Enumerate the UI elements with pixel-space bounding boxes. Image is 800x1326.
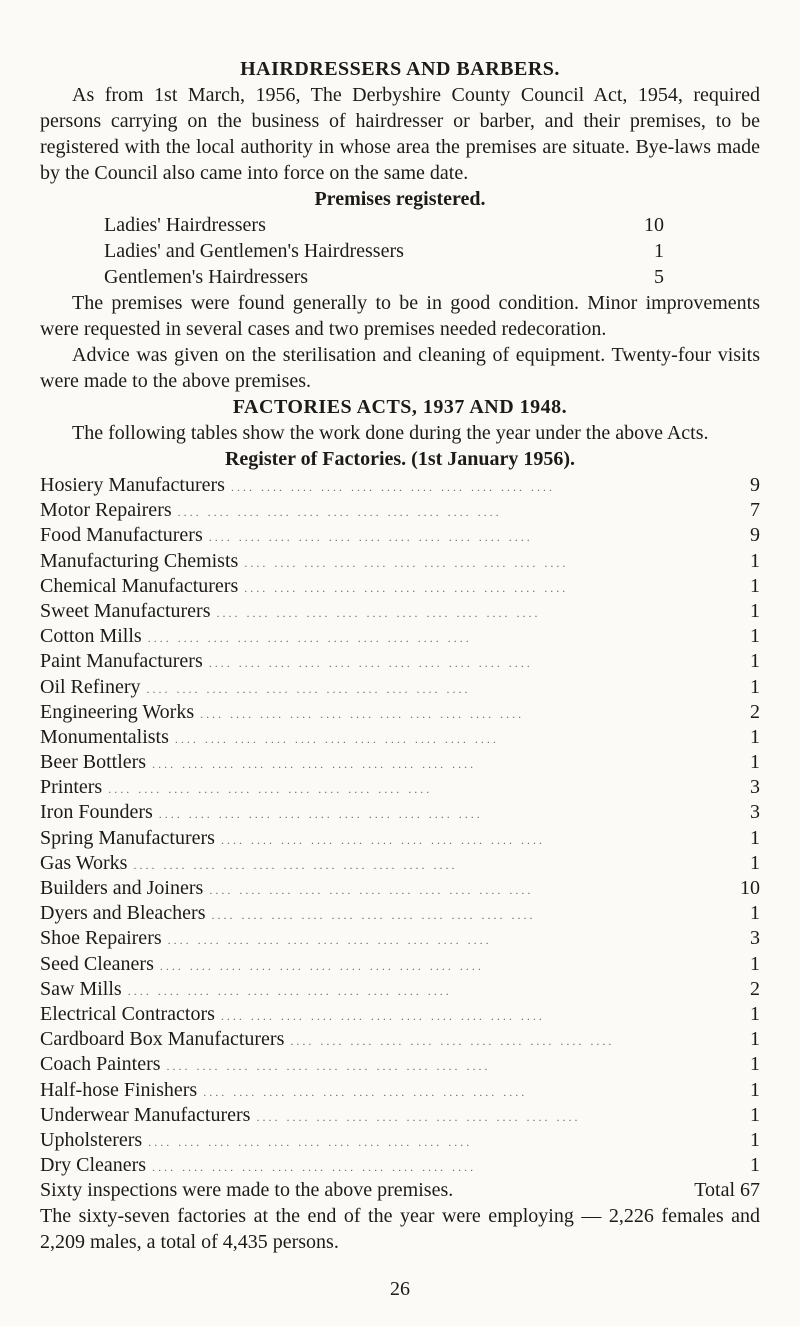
factory-type: Seed Cleaners [40,952,154,975]
factory-row [40,900,760,925]
factory-register-list [40,472,760,1177]
factory-row [40,799,760,824]
leader-dots: .... .... .... .... .... .... .... .... .... .... .... [148,1134,473,1149]
leader-dots: .... .... .... .... .... .... .... .... .... .... .... [174,731,499,746]
leader-dots: .... .... .... .... .... .... .... .... .... .... .... [220,1008,545,1023]
factory-count: 1 [750,952,760,975]
leader-dots: .... .... .... .... .... .... .... .... .... .... .... [216,605,541,620]
factory-type: Sweet Manufacturers [40,599,211,622]
premises-count: 10 [644,214,664,236]
leader-dots: .... .... .... .... .... .... .... .... .... .... .... [244,555,569,570]
factory-row [40,472,760,497]
factory-count: 1 [750,1028,760,1051]
factory-type: Monumentalists [40,725,169,748]
factory-row [40,774,760,799]
factory-count: 9 [750,524,760,547]
premises-row [104,238,664,264]
factory-type: Manufacturing Chemists [40,549,239,572]
factory-type: Coach Painters [40,1053,161,1076]
factory-row [40,548,760,573]
leader-dots: .... .... .... .... .... .... .... .... .... .... .... [244,580,569,595]
premises-condition: The premises were found generally to be in good condition. Minor improvements were requested in several cases and two premises needed redecoration. [40,292,760,340]
factory-row [40,1051,760,1076]
factory-type: Food Manufacturers [40,524,203,547]
factories-heading: FACTORIES ACTS, 1937 AND 1948. [232,396,568,418]
advice-paragraph: Advice was given on the sterilisation and cleaning of equipment. Twenty-four visits were made to the above premises. [40,344,760,392]
factory-type: Dyers and Bleachers [40,902,206,925]
page-number: 26 [390,1278,410,1300]
factory-type: Cardboard Box Manufacturers [40,1028,285,1051]
factory-type: Saw Mills [40,977,122,1000]
factories-intro: The following tables show the work done during the year under the above Acts. [72,422,709,444]
factory-row [40,497,760,522]
leader-dots: .... .... .... .... .... .... .... .... .... .... .... [152,757,477,772]
leader-dots: .... .... .... .... .... .... .... .... .... .... .... [203,1084,528,1099]
factory-count: 1 [750,1053,760,1076]
factory-row [40,1001,760,1026]
factory-type: Beer Bottlers [40,751,147,774]
factory-type: Dry Cleaners [40,1154,147,1177]
factory-type: Cotton Mills [40,625,142,648]
leader-dots: .... .... .... .... .... .... .... .... .... .... .... [108,782,433,797]
factory-row [40,825,760,850]
factory-count: 1 [750,1002,760,1025]
factory-count: 2 [750,977,760,1000]
hairdressers-heading: HAIRDRESSERS AND BARBERS. [240,58,560,80]
premises-table [104,212,664,290]
factory-row [40,623,760,648]
leader-dots: .... .... .... .... .... .... .... .... .... .... .... [158,807,483,822]
premises-label: Gentlemen's Hairdressers [104,266,309,288]
factory-count: 3 [750,776,760,799]
leader-dots: .... .... .... .... .... .... .... .... .... .... .... [209,883,534,897]
factory-count: 1 [750,599,760,622]
factory-row [40,699,760,724]
factory-row [40,925,760,950]
premises-row [104,264,664,290]
leader-dots: .... .... .... .... .... .... .... .... .... .... .... [147,631,472,646]
factory-count: 3 [750,801,760,824]
leader-dots: .... .... .... .... .... .... .... .... .... .... .... [208,530,533,545]
leader-dots: .... .... .... .... .... .... .... .... .... .... .... [167,933,492,948]
leader-dots: .... .... .... .... .... .... .... .... .... .... .... [211,908,536,923]
factory-type: Spring Manufacturers [40,826,215,849]
factory-count: 1 [750,1128,760,1151]
leader-dots: .... .... .... .... .... .... .... .... .... .... .... [159,958,484,973]
factory-type: Motor Repairers [40,499,172,522]
leader-dots: .... .... .... .... .... .... .... .... .... .... .... [290,1034,615,1049]
factory-type: Underwear Manufacturers [40,1103,251,1126]
factory-type: Electrical Contractors [40,1002,215,1025]
factory-row [40,674,760,699]
factory-count: 3 [750,927,760,950]
inspections-line [40,1177,760,1203]
premises-label: Ladies' and Gentlemen's Hairdressers [104,240,404,262]
leader-dots: .... .... .... .... .... .... .... .... .... .... .... [220,832,545,847]
factory-type: Paint Manufacturers [40,650,203,673]
leader-dots: .... .... .... .... .... .... .... .... .... .... .... [146,681,471,696]
hairdressers-intro: As from 1st March, 1956, The Derbyshire County Council Act, 1954, required persons carrying on the business of hairdresser or barber, and their premises, to be registered with the local authority in whose area the premises are situate. Bye-laws made by the Council also came into force on the same date. [40,84,760,184]
factory-type: Half-hose Finishers [40,1078,198,1101]
factory-row [40,648,760,673]
total-count: Total 67 [694,1179,760,1202]
premises-heading: Premises registered. [314,188,486,210]
factory-count: 1 [750,751,760,774]
factory-type: Hosiery Manufacturers [40,474,225,496]
factory-type: Gas Works [40,851,128,874]
factory-count: 1 [750,902,760,925]
factory-type: Chemical Manufacturers [40,574,239,597]
document-page [40,56,760,1255]
factory-row [40,951,760,976]
factory-row [40,976,760,1001]
factory-type: Upholsterers [40,1128,143,1151]
factory-row [40,1127,760,1152]
factory-row [40,850,760,875]
factory-type: Engineering Works [40,700,195,723]
premises-row [104,212,664,238]
register-heading: Register of Factories. (1st January 1956). [224,448,576,470]
factory-row [40,724,760,749]
leader-dots: .... .... .... .... .... .... .... .... .... .... .... [256,1109,581,1124]
inspections-text: Sixty inspections were made to the above premises. [40,1179,454,1202]
factory-row [40,1102,760,1127]
factory-count: 1 [750,1154,760,1177]
factory-row [40,522,760,547]
leader-dots: .... .... .... .... .... .... .... .... .... .... .... [200,706,525,721]
factory-row [40,875,760,900]
factory-type: Shoe Repairers [40,927,162,950]
factory-count: 1 [750,851,760,874]
factory-count: 7 [750,499,760,522]
factory-type: Oil Refinery [40,675,141,698]
factory-type: Builders and Joiners [40,877,204,899]
premises-count: 1 [654,240,664,262]
factory-row [40,1026,760,1051]
factory-count: 1 [750,650,760,673]
leader-dots: .... .... .... .... .... .... .... .... .... .... .... [152,1160,477,1175]
factory-count: 1 [750,574,760,597]
leader-dots: .... .... .... .... .... .... .... .... .... .... .... [133,857,458,872]
premises-label: Ladies' Hairdressers [104,214,266,236]
factory-count: 1 [750,675,760,698]
leader-dots: .... .... .... .... .... .... .... .... .... .... .... [208,656,533,671]
factory-count: 1 [750,1103,760,1126]
factory-type: Printers [40,776,103,799]
factory-count: 2 [750,700,760,723]
leader-dots: .... .... .... .... .... .... .... .... .... .... .... [127,983,452,998]
factory-count: 1 [750,1078,760,1101]
leader-dots: .... .... .... .... .... .... .... .... .... .... .... [166,1059,491,1074]
factory-count: 10 [740,877,760,899]
leader-dots: .... .... .... .... .... .... .... .... .... .... .... [177,505,502,520]
factory-row [40,1152,760,1177]
factory-row [40,598,760,623]
factory-count: 1 [750,625,760,648]
factory-count: 1 [750,549,760,572]
premises-count: 5 [654,266,664,288]
factory-count: 9 [750,474,760,496]
employment-paragraph: The sixty-seven factories at the end of the year were employing — 2,226 females and 2,209 males, a total of 4,435 persons. [40,1205,760,1254]
factory-count: 1 [750,826,760,849]
factory-row [40,1077,760,1102]
leader-dots: .... .... .... .... .... .... .... .... .... .... .... [230,480,555,494]
factory-row [40,573,760,598]
factory-count: 1 [750,725,760,748]
factory-type: Iron Founders [40,801,153,824]
factory-row [40,749,760,774]
